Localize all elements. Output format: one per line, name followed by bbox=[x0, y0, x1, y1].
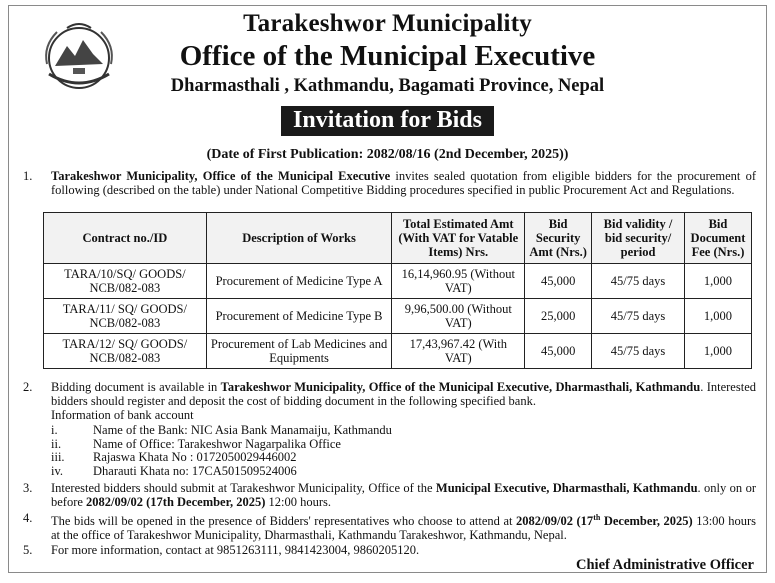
clause-3-office: Municipal Executive, Dharmasthali, Kathmandu bbox=[435, 481, 698, 495]
ordinal-suffix: th bbox=[593, 513, 601, 522]
office-address: Dharmasthali , Kathmandu, Bagamati Province, Nepal bbox=[170, 76, 605, 96]
clause-2-post: . Interested bidders should register and deposit the cost of bidding document in the following specified bank. bbox=[51, 380, 756, 408]
clause-4-pre: The bids will be opened in the presence of Bidders' representatives who choose to attend at bbox=[51, 514, 517, 529]
document-fee: 1,000 bbox=[684, 334, 751, 369]
list-marker: ii. bbox=[51, 436, 62, 451]
table-header-row bbox=[44, 213, 752, 264]
notice-title: Invitation for Bids bbox=[281, 106, 494, 136]
clause-number: 4. bbox=[23, 511, 33, 525]
bid-validity: 45/75 days bbox=[592, 264, 685, 299]
notice-title-banner bbox=[9, 106, 766, 136]
clause-3-post: 12:00 hours. bbox=[265, 495, 332, 509]
contract-id: TARA/10/SQ/ GOODS/ NCB/082-083 bbox=[44, 264, 207, 299]
column-header: Contract no./ID bbox=[44, 213, 207, 264]
clause-3-mid: . only on or before bbox=[51, 481, 756, 509]
clause-4 bbox=[23, 511, 756, 542]
table-row bbox=[44, 264, 752, 299]
list-marker: iii. bbox=[51, 450, 65, 464]
clause-number: 3. bbox=[23, 481, 33, 495]
estimated-amount: 9,96,500.00 (Without VAT) bbox=[392, 299, 525, 334]
notice-page bbox=[8, 5, 767, 573]
bid-security: 25,000 bbox=[525, 299, 592, 334]
estimated-amount: 17,43,967.42 (With VAT) bbox=[392, 334, 525, 369]
list-item bbox=[51, 424, 392, 438]
publication-date: (Date of First Publication: 2082/08/16 (2nd December, 2025)) bbox=[206, 147, 569, 162]
document-fee: 1,000 bbox=[684, 264, 751, 299]
clause-3-pre: Interested bidders should submit at Tarakeshwor Municipality, Office of the bbox=[51, 481, 436, 495]
office-account-name: Name of Office: Tarakeshwor Nagarpalika Office bbox=[93, 436, 341, 451]
opening-date bbox=[516, 514, 693, 528]
clause-3 bbox=[23, 481, 756, 509]
bid-security: 45,000 bbox=[525, 334, 592, 369]
contract-id: TARA/12/ SQ/ GOODS/ NCB/082-083 bbox=[44, 334, 207, 369]
office-name: Office of the Municipal Executive bbox=[179, 40, 596, 72]
clause-5 bbox=[23, 543, 756, 557]
column-header: Description of Works bbox=[206, 213, 392, 264]
clause-1 bbox=[23, 169, 756, 197]
bank-name: Name of the Bank: NIC Asia Bank Manamaiju, Kathmandu bbox=[93, 423, 392, 437]
clause-1-org: Tarakeshwor Municipality, Office of the Municipal Executive bbox=[51, 169, 391, 183]
document-fee: 1,000 bbox=[684, 299, 751, 334]
list-marker: iv. bbox=[51, 463, 64, 478]
clause-2-pre: Bidding document is available in bbox=[51, 380, 221, 394]
list-item bbox=[51, 451, 392, 465]
clause-1-text: invites sealed quotation from eligible bidders for the procurement of following (described on the table) under National Competitive Bidding procedures specified in public Procurement Act and Regulations. bbox=[51, 169, 756, 197]
bid-validity: 45/75 days bbox=[592, 334, 685, 369]
submission-deadline: 2082/09/02 (17th December, 2025) bbox=[86, 495, 266, 509]
municipality-name: Tarakeshwor Municipality bbox=[243, 10, 532, 37]
contract-id: TARA/11/ SQ/ GOODS/ NCB/082-083 bbox=[44, 299, 207, 334]
clause-number: 2. bbox=[23, 380, 33, 394]
clause-2-office: Tarakeshwor Municipality, Office of the Municipal Executive, Dharmasthali, Kathmandu bbox=[220, 380, 701, 394]
list-marker: i. bbox=[51, 423, 58, 437]
list-item bbox=[51, 438, 392, 452]
bank-heading: Information of bank account bbox=[51, 408, 194, 422]
work-description: Procurement of Lab Medicines and Equipments bbox=[206, 334, 392, 369]
clause-number: 1. bbox=[23, 169, 33, 183]
signatory-title: Chief Administrative Officer bbox=[576, 557, 754, 573]
contact-info: For more information, contact at 9851263111, 9841423004, 9860205120. bbox=[51, 543, 420, 557]
column-header: Bid Security Amt (Nrs.) bbox=[525, 213, 592, 264]
list-item bbox=[51, 465, 392, 479]
bank-info-list bbox=[51, 424, 392, 478]
column-header: Bid Document Fee (Nrs.) bbox=[684, 213, 751, 264]
estimated-amount: 16,14,960.95 (Without VAT) bbox=[392, 264, 525, 299]
bid-validity: 45/75 days bbox=[592, 299, 685, 334]
dharauti-account: Dharauti Khata no: 17CA501509524006 bbox=[93, 463, 297, 478]
clause-4-post: 13:00 hours at the office of Tarakeshwor Municipality, Dharmasthali, Kathmandu Tarakeshwor, Kathmandu, Nepal. bbox=[51, 514, 757, 543]
work-description: Procurement of Medicine Type A bbox=[206, 264, 392, 299]
clause-number: 5. bbox=[23, 543, 33, 557]
table-row bbox=[44, 299, 752, 334]
table-row bbox=[44, 334, 752, 369]
work-description: Procurement of Medicine Type B bbox=[206, 299, 392, 334]
bid-table bbox=[43, 212, 752, 369]
bid-security: 45,000 bbox=[525, 264, 592, 299]
column-header: Bid validity / bid security/ period bbox=[592, 213, 685, 264]
clause-2 bbox=[23, 380, 756, 422]
opening-date-end: December, 2025) bbox=[600, 514, 693, 529]
column-header: Total Estimated Amt (With VAT for Vatable Items) Nrs. bbox=[392, 213, 525, 264]
opening-date-start: 2082/09/02 (17 bbox=[516, 514, 594, 529]
rajaswa-account: Rajaswa Khata No : 017205002944600​2 bbox=[93, 450, 297, 464]
